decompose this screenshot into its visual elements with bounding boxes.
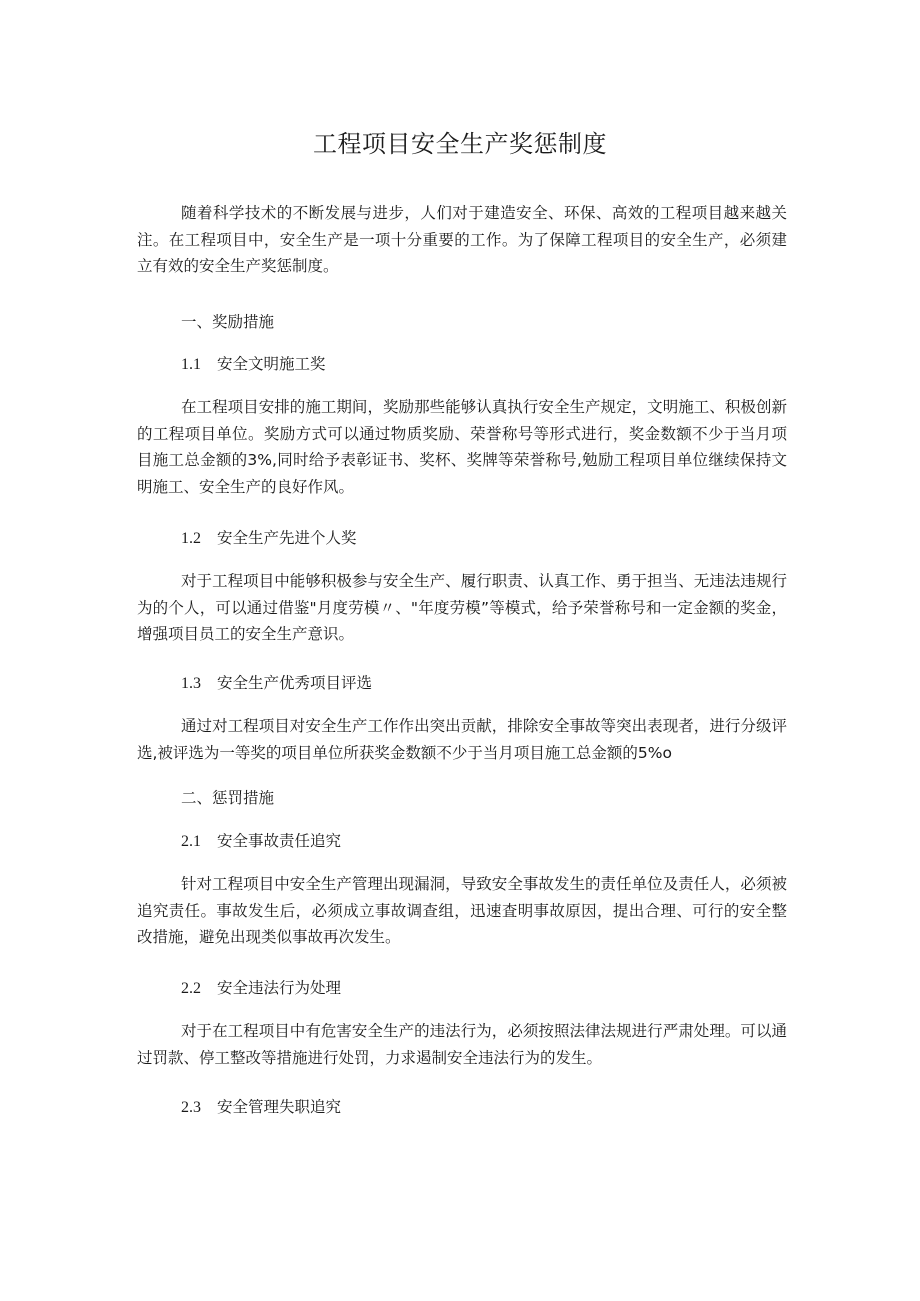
subsection-title: 安全文明施工奖 <box>217 355 326 373</box>
subsection-number: 2.3 <box>181 1099 201 1116</box>
subsection-title: 安全管理失职追究 <box>217 1098 342 1116</box>
subsection-title: 安全事故责任追究 <box>217 832 342 850</box>
body-paragraph: 对于工程项目中能够积极参与安全生产、履行职责、认真工作、勇于担当、无违法违规行为的个人，可以通过借鉴"月度劳模〃、"年度劳模”等模式，给予荣誉称号和一定金额的奖金，增强项目员工的安全生产意识。 <box>137 572 787 643</box>
body-paragraph: 在工程项目安排的施工期间，奖励那些能够认真执行安全生产规定，文明施工、积极创新的工程项目单位。奖励方式可以通过物质奖励、荣誉称号等形式进行，奖金数额不少于当月项目施工总金额的3%,同时给予表彰证书、奖杯、奖牌等荣誉称号,勉励工程项目单位继续保持文明施工、安全生产的良好作风。 <box>137 398 787 496</box>
subsection-number: 1.1 <box>181 356 201 373</box>
subsection-heading <box>181 670 372 697</box>
subsection-number: 2.2 <box>181 980 201 997</box>
subsection-title: 安全违法行为处理 <box>217 979 342 997</box>
subsection-title: 安全生产优秀项目评选 <box>217 674 373 692</box>
subsection-heading <box>181 351 326 378</box>
subsection-heading <box>181 975 341 1002</box>
section-heading-rewards: 一、奖励措施 <box>181 313 275 331</box>
subsection-number: 2.1 <box>181 833 201 850</box>
body-paragraph: 针对工程项目中安全生产管理出现漏洞，导致安全事故发生的责任单位及责任人，必须被追究责任。事故发生后，必须成立事故调查组，迅速査明事故原因，提出合理、可行的安全整改措施，避免出现类似事故再次发生。 <box>137 875 787 946</box>
subsection-heading <box>181 1094 341 1121</box>
section-heading-penalties: 二、惩罚措施 <box>181 789 275 807</box>
subsection-heading <box>181 525 357 552</box>
subsection-title: 安全生产先进个人奖 <box>217 529 357 547</box>
subsection-number: 1.3 <box>181 675 201 692</box>
subsection-number: 1.2 <box>181 530 201 547</box>
body-paragraph: 通过对工程项目对安全生产工作作出突出贡献，排除安全事故等突出表现者，进行分级评选,被评选为一等奖的项目单位所获奖金数额不少于当月项目施工总金额的5%o <box>137 717 787 762</box>
document-title: 工程项目安全生产奖惩制度 <box>313 130 607 158</box>
subsection-heading <box>181 828 341 855</box>
intro-paragraph: 随着科学技术的不断发展与进步，人们对于建造安全、环保、高效的工程项目越来越关注。在工程项目中，安全生产是一项十分重要的工作。为了保障工程项目的安全生产，必须建立有效的安全生产奖惩制度。 <box>137 204 787 275</box>
body-paragraph: 对于在工程项目中有危害安全生产的违法行为，必须按照法律法规进行严肃处理。可以通过罚款、停工整改等措施进行处罚，力求遏制安全违法行为的发生。 <box>137 1022 787 1067</box>
